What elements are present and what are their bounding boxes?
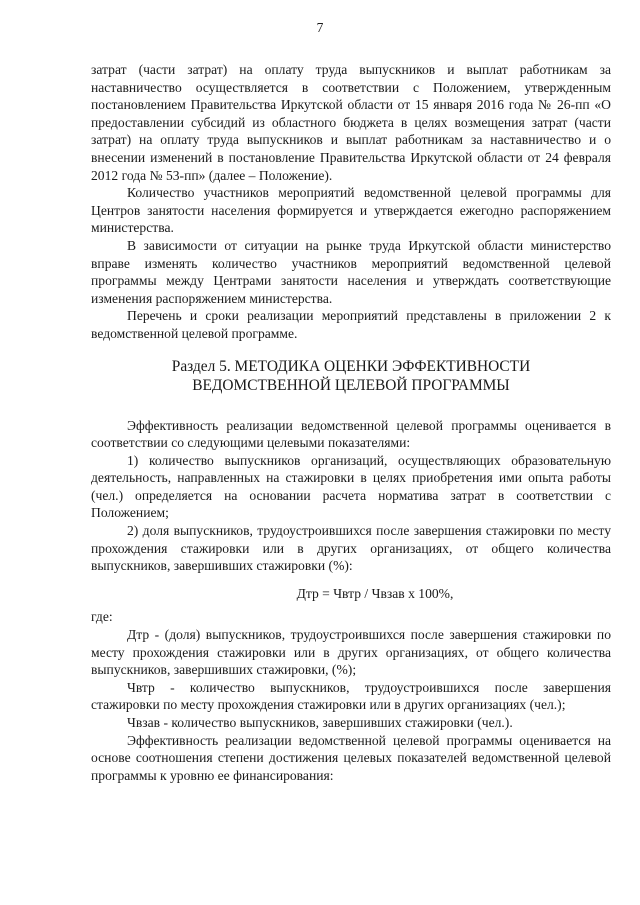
definition-chvzav: Чвзав - количество выпускников, завершивших стажировки (чел.). bbox=[127, 715, 513, 730]
paragraph-labor-market: В зависимости от ситуации на рынке труда Иркутской области министерство вправе изменять количество участников мероприятий ведомственной целевой программы между Центрами занятости населения и утверждать соответствующие изменения распоряжением министерства. bbox=[91, 237, 611, 306]
section-title-line-2: ВЕДОМСТВЕННОЙ ЦЕЛЕВОЙ ПРОГРАММЫ bbox=[192, 376, 510, 394]
list-item-2: 2) доля выпускников, трудоустроившихся после завершения стажировки по месту прохождения стажировки или в других организациях, от общего количества выпускников, завершивших стажировки (%): bbox=[91, 523, 611, 574]
paragraph-efficiency-intro: Эффективность реализации ведомственной целевой программы оценивается в соответствии со следующими целевыми показателями: bbox=[91, 417, 611, 451]
formula: Дтр = Чвтр / Чвзав х 100%, bbox=[296, 585, 454, 601]
definition-chvtr: Чвтр - количество выпускников, трудоустроившихся после завершения стажировки по месту прохождения стажировки или в других организациях (чел.); bbox=[91, 679, 611, 713]
section-title-line-1: Раздел 5. МЕТОДИКА ОЦЕНКИ ЭФФЕКТИВНОСТИ bbox=[171, 357, 531, 375]
paragraph-schedule: Перечень и сроки реализации мероприятий представлены в приложении 2 к ведомственной целевой программе. bbox=[91, 308, 611, 341]
section-title bbox=[91, 357, 611, 395]
paragraph-participants-count: Количество участников мероприятий ведомственной целевой программы для Центров занятости населения формируется и утверждается ежегодно распоряжением министерства. bbox=[91, 185, 611, 236]
paragraph-continuation: затрат (части затрат) на оплату труда выпускников и выплат работникам за наставничество осуществляется в соответствии с Положением, утвержденным постановлением Правительства Иркутской области от 15 января 2016 года № 26-пп «О предоставлении субсидий из областного бюджета в целях возмещения затрат (части затрат) на оплату труда выпускников и выплат работникам за наставничество и о внесении изменений в постановление Правительства Иркутской области от 24 февраля 2012 года № 53-пп» (далее – Положение). bbox=[91, 62, 611, 183]
page-number: 7 bbox=[316, 20, 324, 35]
document-body bbox=[91, 61, 611, 784]
paragraph-efficiency-evaluation: Эффективность реализации ведомственной целевой программы оценивается на основе соотношения степени достижения целевых показателей ведомственной целевой программы к уровню ее финансирования: bbox=[91, 732, 611, 783]
definition-dtr: Дтр - (доля) выпускников, трудоустроившихся после завершения стажировки по месту прохождения стажировки или в других организациях, от общего количества выпускников, завершивших стажировки, (%); bbox=[91, 627, 611, 678]
list-item-1: 1) количество выпускников организаций, осуществляющих образовательную деятельность, направленных на стажировки в целях приобретения ими опыта работы (чел.) определяется на основании расчета норматива затрат в соответствии с Положением; bbox=[91, 452, 611, 521]
formula-where: где: bbox=[91, 609, 113, 625]
